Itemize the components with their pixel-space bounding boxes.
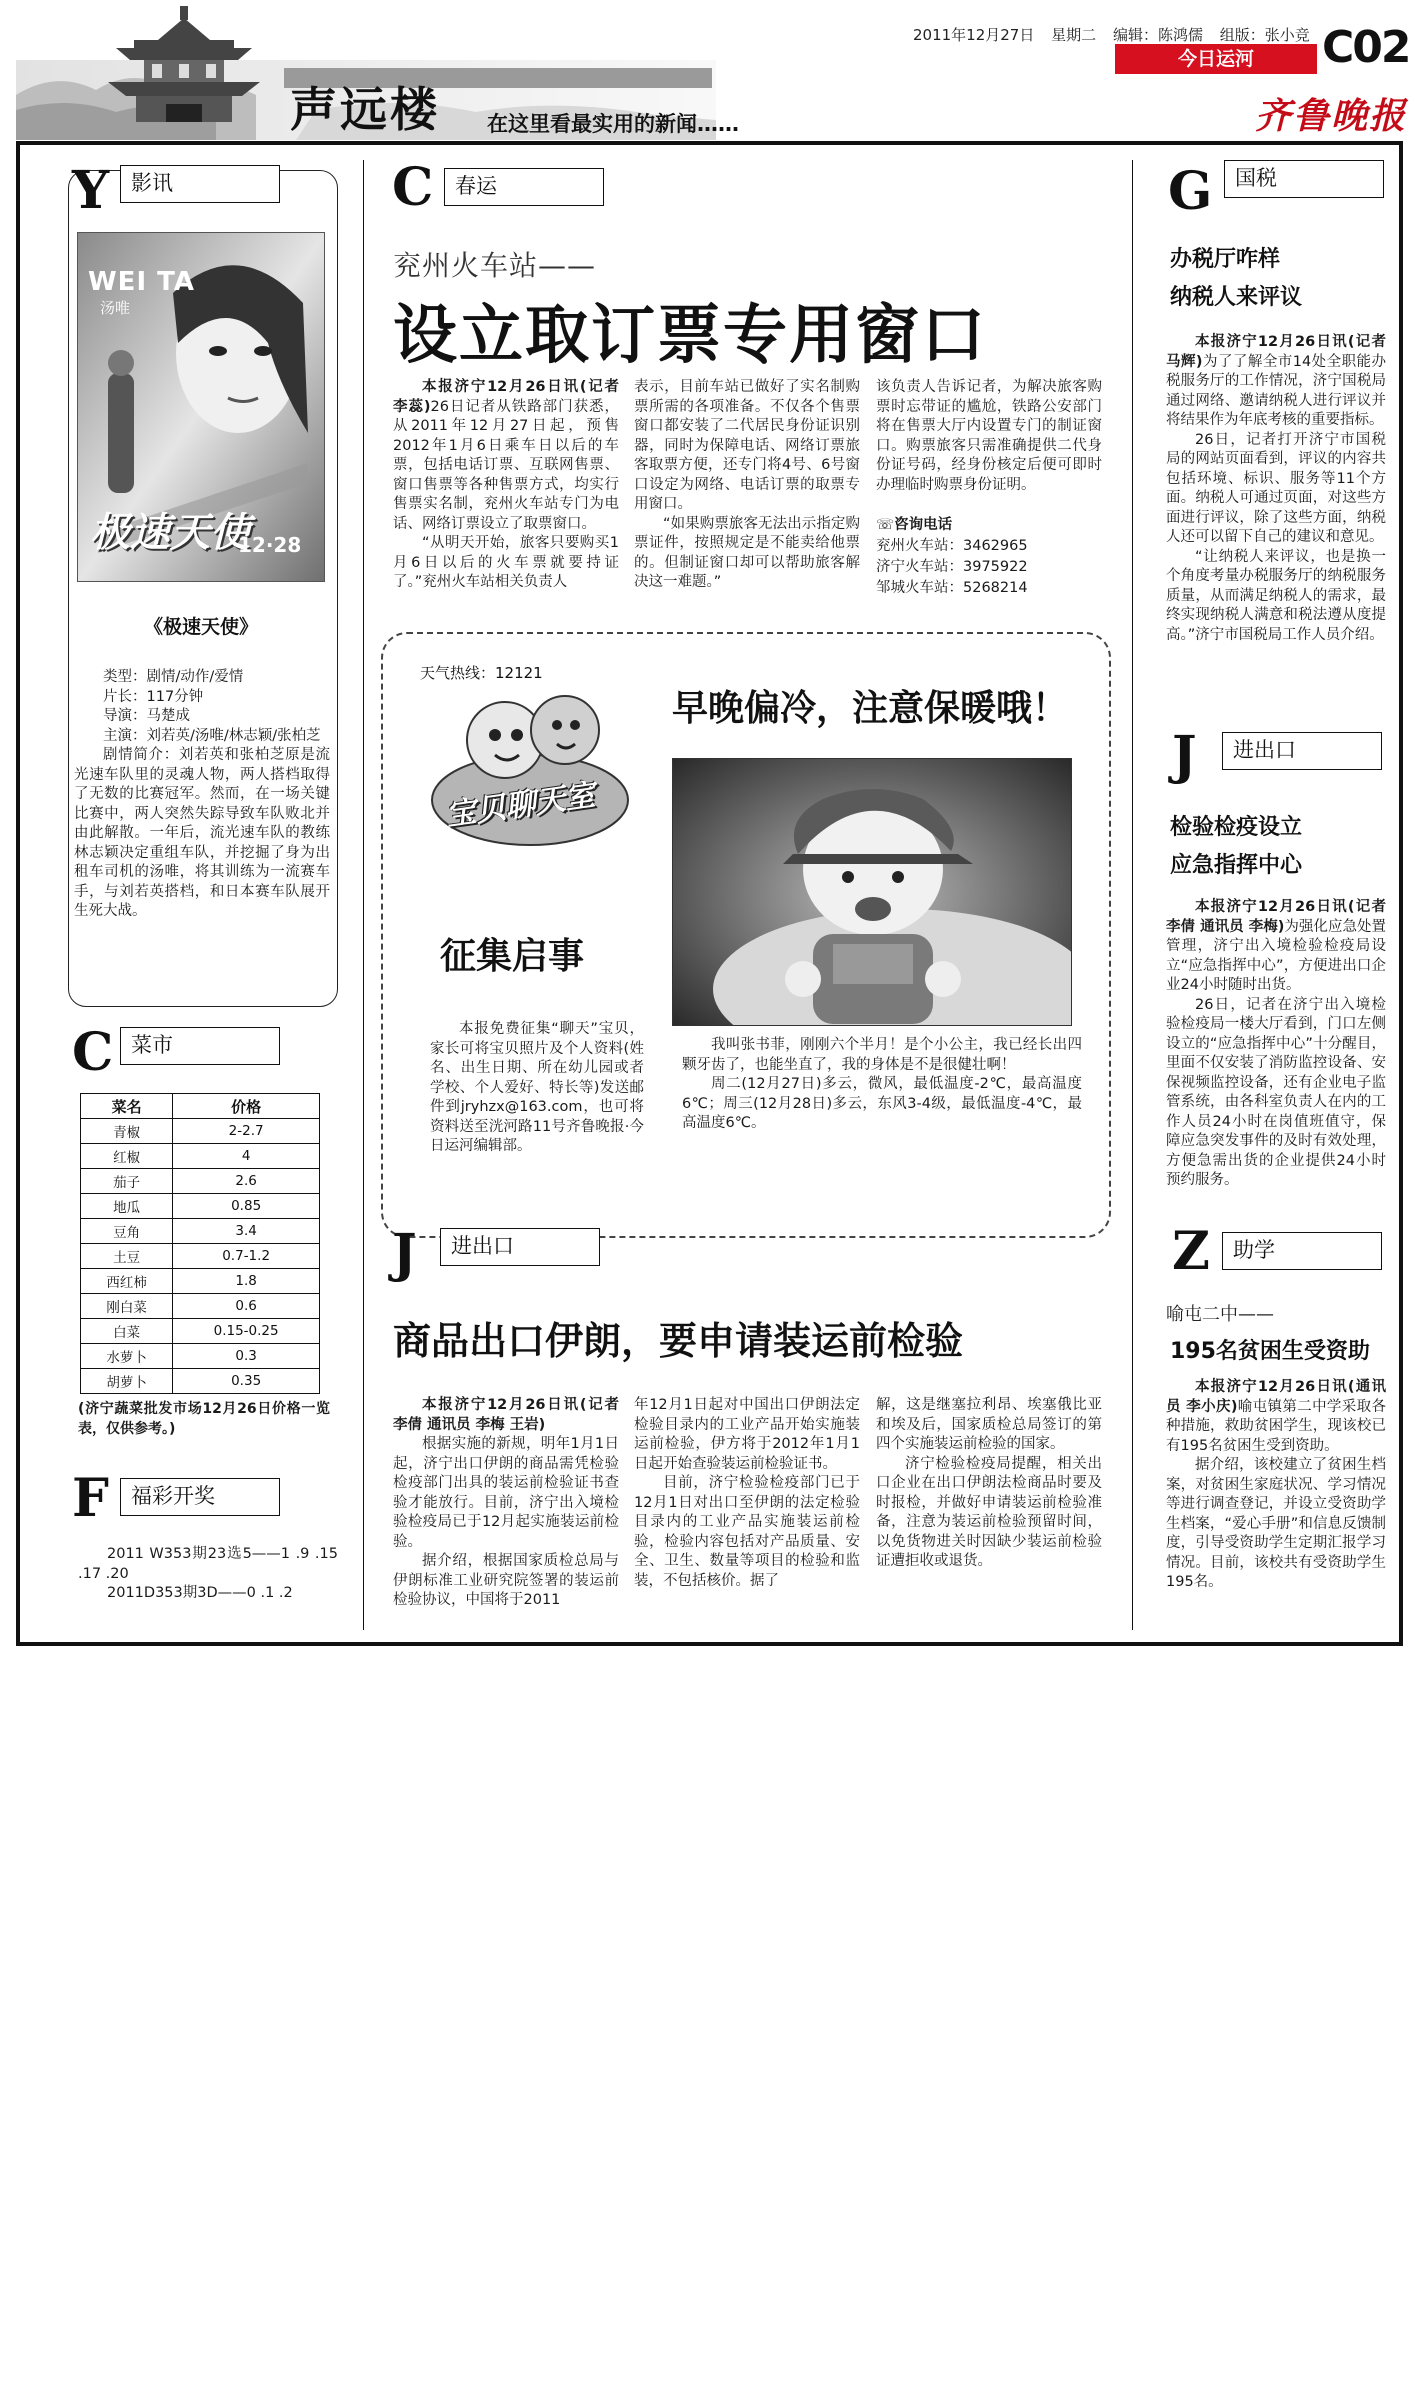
export-col2 [634,1396,860,1591]
quarantine-headline-1: 检验检疫设立 [1170,815,1303,840]
column-title: 声远楼 [290,83,440,138]
col-header-price: 价格 [173,1094,320,1119]
frame-right [1399,141,1403,1646]
tax-article [1166,333,1386,645]
veg-name: 土豆 [81,1244,173,1269]
poster-star-name: WEI TA [88,267,196,297]
lottery-line: 2011 W353期23选5——1 .9 .15 .17 .20 [78,1546,338,1582]
frame-left [16,141,20,1646]
lottery-section-letter: F [72,1468,109,1529]
tax-headline-1: 办税厅咋样 [1170,247,1281,272]
veg-price: 4 [173,1144,320,1169]
col-header-name: 菜名 [81,1094,173,1119]
veg-name: 刚白菜 [81,1294,173,1319]
column-divider [1132,160,1133,1630]
film-info-line: 类型：剧情/动作/爱情 [103,669,244,685]
aid-kicker: 喻屯二中—— [1166,1304,1274,1325]
phone-list-title [876,515,1102,536]
spring-headline: 设立取订票专用窗口 [393,299,987,373]
veg-price: 3.4 [173,1219,320,1244]
poster-star-name-cn: 汤唯 [100,299,131,317]
lottery-results [78,1545,338,1604]
baby-image [673,759,1072,1026]
tax-section-letter: G [1168,161,1213,222]
export-col3 [876,1396,1102,1572]
article-text: 目前，济宁检验检疫部门已于12月1日对出口至伊朗的法定检验目录内的工业产品实施装运前检验，检验内容包括对产品质量、安全、卫生、数量等项目的检验和监装，不包括核价。据了 [634,1475,860,1589]
quarantine-headline-2: 应急指挥中心 [1170,853,1303,878]
table-row [81,1194,320,1219]
veg-price-table [80,1093,320,1394]
article-text: 本报免费征集“聊天”宝贝，家长可将宝贝照片及个人资料(姓名、出生日期、所在幼儿园或者学校、个人爱好、特长等)发送邮件到jryhzx@163.com，也可将资料送至洸河路11号齐鲁晚报·今日运河编辑部。 [430,1021,644,1154]
export-headline: 商品出口伊朗，要申请装运前检验 [393,1319,964,1363]
aid-section-letter: Z [1172,1221,1210,1282]
byline: 本报济宁12月26日讯(记者 李蕊) [393,379,619,415]
newspaper-logo: 齐鲁晚报 [1255,95,1408,137]
veg-name: 红椒 [81,1144,173,1169]
quarantine-section-label: 进出口 [1222,732,1382,770]
issue-meta [913,24,1322,45]
byline: 本报济宁12月26日讯(通讯员 李小庆) [1166,1379,1386,1415]
byline: 本报济宁12月26日讯(记者 李倩 通讯员 李梅 王岩) [393,1397,619,1433]
film-poster [77,232,325,582]
film-info-line: 主演：刘若英/汤唯/林志颖/张柏芝 [103,727,321,744]
issue-date: 2011年12月27日 [913,26,1035,44]
veg-name: 地瓜 [81,1194,173,1219]
veg-name: 茄子 [81,1169,173,1194]
article-text: “让纳税人来评议，也是换一个角度考量办税服务厅的纳税服务质量，从而满足纳税人的需求，最终实现纳税人满意和税法遵从度提高。”济宁市国税局工作人员介绍。 [1166,548,1386,643]
quarantine-section-letter: J [1172,725,1197,786]
spring-col1 [393,378,619,593]
phone-title-text: 咨询电话 [894,517,953,533]
byline: 本报济宁12月26日讯(记者 马辉) [1166,334,1386,370]
table-row [81,1144,320,1169]
weather-text [682,1036,1082,1134]
veg-price: 0.6 [173,1294,320,1319]
export-section-label: 进出口 [440,1228,600,1266]
veg-section-label: 菜市 [120,1027,280,1065]
table-row [81,1319,320,1344]
spring-kicker: 兖州火车站—— [393,249,597,282]
table-row [81,1119,320,1144]
veg-section-letter: C [72,1022,114,1083]
table-row [81,1169,320,1194]
veg-name: 豆角 [81,1219,173,1244]
phone-item: 济宁火车站：3975922 [876,559,1028,575]
veg-name: 西红柿 [81,1269,173,1294]
export-section-letter: J [392,1223,417,1284]
article-text: 据介绍，根据国家质检总局与伊朗标准工业研究院签署的装运前检验协议，中国将于2011 [393,1553,619,1608]
article-text: “如果购票旅客无法出示指定购票证件，按照规定是不能卖给他票的。但制证窗口却可以帮助旅客解决这一难题。” [634,515,860,590]
baby-photo [672,758,1072,1026]
spring-col2 [634,378,860,593]
film-info [74,668,330,922]
film-info-line: 导演：马楚成 [103,708,190,724]
lottery-section-label: 福彩开奖 [120,1478,280,1516]
article-text: 据介绍，该校建立了贫困生档案，对贫困生家庭状况、学习情况等进行调查登记，并设立受资助学生档案，“爱心手册”和信息反馈制度，引导受资助学生定期汇报学习情况。目前，该校共有受资助学生195名。 [1166,1457,1386,1590]
table-row [81,1219,320,1244]
spring-section-letter: C [392,157,434,218]
veg-price: 2.6 [173,1169,320,1194]
page-number: C02 [1322,22,1410,73]
weather-forecast: 周二(12月27日)多云，微风，最低温度-2℃，最高温度6℃；周三(12月28日)多云，东风3-4级，最低温度-4℃，最高温度6℃。 [682,1076,1082,1131]
veg-name: 青椒 [81,1119,173,1144]
article-text: 26日记者从铁路部门获悉，从2011年12月27日起，预售2012年1月6日乘车日以后的车票，包括电话订票、互联网售票、窗口售票等各种售票方式，均实行售票实名制，兖州火车站专门为电话、网络订票设立了取票窗口。 [393,398,619,532]
page-header [0,0,1417,145]
film-info-line: 片长：117分钟 [103,688,204,705]
phone-item: 兖州火车站：3462965 [876,538,1028,554]
tax-section-label: 国税 [1224,160,1384,198]
table-row [81,1369,320,1394]
table-header-row [81,1094,320,1119]
film-section-label: 影讯 [120,165,280,203]
veg-price: 0.85 [173,1194,320,1219]
call-for-photos-text [430,1020,644,1157]
aid-article [1166,1378,1386,1593]
veg-name: 白菜 [81,1319,173,1344]
article-text: “从明天开始，旅客只要购买1月6日以后的火车票就要持证了。”兖州火车站相关负责人 [393,535,619,590]
veg-price: 0.15-0.25 [173,1319,320,1344]
article-text: 26日，记者打开济宁市国税局的网站页面看到，评议的内容共包括环境、标识、服务等11个方面。纳税人可通过页面，对这些方面进行评议，除了这些方面，纳税人还可以留下自己的建议和意见。 [1166,431,1386,545]
baby-intro: 我叫张书菲，刚刚六个半月！是个小公主，我已经长出四颗牙齿了，也能坐直了，我的身体是不是很健壮啊！ [682,1037,1082,1073]
column-subtitle: 在这里看最实用的新闻…… [487,112,739,136]
spring-section-label: 春运 [444,168,604,206]
quarantine-article [1166,898,1386,1191]
veg-note: (济宁蔬菜批发市场12月26日价格一览表，仅供参考。) [78,1401,330,1437]
aid-headline: 195名贫困生受资助 [1170,1339,1370,1364]
article-text: 济宁检验检疫局提醒，相关出口企业在出口伊朗法检商品时要及时报检，并做好申请装运前检验准备，注意为装运前检验预留时间，以免货物进关时因缺少装运前检验证遭拒收或退货。 [876,1455,1102,1569]
article-text: 为强化应急处置管理，济宁出入境检验检疫局设立“应急指挥中心”，方便进出口企业24小时随时出货。 [1166,918,1386,993]
veg-price: 0.7-1.2 [173,1244,320,1269]
article-text: 喻屯镇第二中学采取各种措施，救助贫困学生，现该校已有195名贫困生受到资助。 [1166,1398,1386,1454]
veg-name: 胡萝卜 [81,1369,173,1394]
chat-room-logo-text: 宝贝聊天室 [443,777,598,834]
article-text: 该负责人告诉记者，为解决旅客购票时忘带证的尴尬，铁路公安部门将在售票大厅内设置专门的制证窗口。购票旅客只需准确提供二代身份证号码，经身份核定后便可即时办理临时购票身份证明。 [876,379,1102,493]
table-row [81,1244,320,1269]
article-text: 为了了解全市14处全职能办税服务厅的工作情况，济宁国税局通过网络、邀请纳税人进行评议并将结果作为年底考核的重要指标。 [1166,353,1386,428]
film-synopsis: 剧情简介：刘若英和张柏芝原是流光速车队里的灵魂人物，两人搭档取得了无数的比赛冠军。然而，在一场关键比赛中，两人突然失踪导致车队败北并由此解散。一年后，流光速车队的教练林志颖决定重组车队，并挖掘了身为出租车司机的汤唯，将其训练为一流赛车手，与刘若英搭档，和日本赛车队展开生死大战。 [74,747,330,919]
designer-credit: 组版：张小竞 [1219,26,1310,44]
issue-weekday: 星期二 [1051,26,1097,44]
article-text: 根据实施的新规，明年1月1日起，济宁出口伊朗的商品需凭检验检疫部门出具的装运前检验证书查验才能放行。目前，济宁出入境检验检疫局已于12月起实施装运前检验。 [393,1436,619,1550]
article-text: 表示，目前车站已做好了实名制购票所需的各项准备。不仅各个售票窗口都安装了二代居民身份证识别器，同时为保障电话、网络订票旅客取票方便，还专门将4号、6号窗口设定为网络、电话订票的取票专用窗口。 [634,379,860,512]
table-row [81,1269,320,1294]
phone-list [876,515,1102,599]
phone-icon: ☏ [876,517,895,533]
article-text: 年12月1日起对中国出口伊朗法定检验目录内的工业产品开始实施装运前检验，伊方将于2012年1月1日起开始查验装运前检验证书。 [634,1397,860,1472]
tax-headline-2: 纳税人来评议 [1170,285,1303,310]
veg-price: 0.35 [173,1369,320,1394]
veg-name: 水萝卜 [81,1344,173,1369]
table-row [81,1294,320,1319]
frame-bottom [16,1642,1403,1646]
call-for-photos-title: 征集启事 [440,936,585,977]
veg-price: 0.3 [173,1344,320,1369]
section-tab: 今日运河 [1115,44,1317,74]
weather-headline: 早晚偏冷，注意保暖哦！ [672,688,1069,729]
aid-section-label: 助学 [1222,1232,1382,1270]
film-title: 《极速天使》 [143,616,258,638]
article-text: 解，这是继塞拉利昂、埃塞俄比亚和埃及后，国家质检总局签订的第四个实施装运前检验的国家。 [876,1397,1102,1452]
export-col1 [393,1396,619,1611]
table-row [81,1344,320,1369]
poster-date: 12·28 [238,533,302,557]
phone-item: 邹城火车站：5268214 [876,580,1028,596]
spring-col3 [876,378,1102,599]
header-rule [16,141,1403,145]
veg-price: 2-2.7 [173,1119,320,1144]
film-section-letter: Y [72,160,110,221]
weather-hotline: 天气热线：12121 [420,664,543,682]
column-divider [363,160,364,1630]
editor-credit: 编辑：陈鸿儒 [1112,26,1203,44]
byline: 本报济宁12月26日讯(记者 李倩 通讯员 李梅) [1166,899,1386,935]
lottery-line: 2011D353期3D——0 .1 .2 [107,1585,293,1601]
article-text: 26日，记者在济宁出入境检验检疫局一楼大厅看到，门口左侧设立的“应急指挥中心”十分醒目，里面不仅安装了消防监控设备、安保视频监控设备，还有企业电子监管系统，由各科室负责人在内的工作人员24小时在岗值班值守，保障应急突发事件的及时有效处理，方便急需出货的企业提供24小时预约服务。 [1166,996,1386,1188]
veg-price: 1.8 [173,1269,320,1294]
poster-title: 极速天使 [90,509,250,556]
